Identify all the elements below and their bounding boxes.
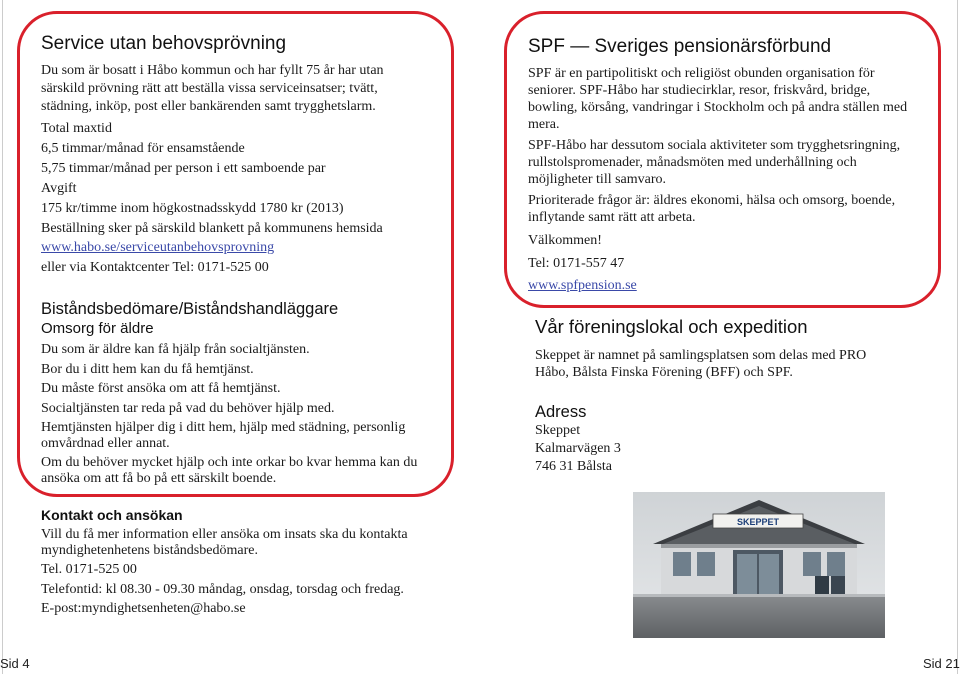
fee-line: 175 kr/timme inom högkostnadsskydd 1780 kr (2013) xyxy=(41,201,344,216)
spf-welcome: Välkommen! xyxy=(528,233,602,248)
bistand-line-2: Bor du i ditt hem kan du få hemtjänst. xyxy=(41,362,254,377)
order-line: Beställning sker på särskild blankett på kommunens hemsida xyxy=(41,221,383,236)
spf-link[interactable]: www.spfpension.se xyxy=(528,278,637,293)
kontakt-para: Vill du få mer information eller ansöka om insats ska du kontakta myndighetenhetens biståndsbedömare. xyxy=(41,527,408,558)
max-line-2: 5,75 timmar/månad per person i ett samboende par xyxy=(41,161,326,176)
kontakt-title: Kontakt och ansökan xyxy=(41,507,183,523)
fee-heading: Avgift xyxy=(41,181,77,196)
service-intro-2: särskild prövning rätt att beställa vissa serviceinsatser; tvätt, xyxy=(41,81,378,96)
kontakt-tel: Tel. 0171-525 00 xyxy=(41,562,137,577)
lokal-para: Skeppet är namnet på samlingsplatsen som delas med PRO Håbo, Bålsta Finska Förening (BFF) och SPF. xyxy=(535,348,867,380)
service-link[interactable]: www.habo.se/serviceutanbehovsprovning xyxy=(41,240,275,255)
kontakt-email: E-post:myndighetsenheten@habo.se xyxy=(41,601,246,616)
bistand-line-1: Du som är äldre kan få hjälp från socialtjänsten. xyxy=(41,342,310,357)
spf-para-1: SPF är en partipolitiskt och religiöst obunden organisation för seniorer. SPF-Håbo har studiecirklar, resor, friskvård, bridge, bowling, körsång, vandringar i Stockholm och på andra ställen med mera. xyxy=(528,66,908,132)
spf-title: SPF — Sveriges pensionärsförbund xyxy=(528,36,832,57)
skeppet-building-photo xyxy=(633,492,885,638)
service-title: Service utan behovsprövning xyxy=(41,33,287,54)
spf-para-3: Prioriterade frågor är: äldres ekonomi, hälsa och omsorg, boende, inflytande samt rätt att arbeta. xyxy=(528,193,896,225)
max-heading: Total maxtid xyxy=(41,121,112,136)
service-intro-3: städning, inköp, post eller bankärenden samt trygghetslarm. xyxy=(41,99,376,114)
adress-line-2: Kalmarvägen 3 xyxy=(535,441,621,456)
adress-line-3: 746 31 Bålsta xyxy=(535,459,612,474)
adress-line-1: Skeppet xyxy=(535,423,581,438)
page-number-left: Sid 4 xyxy=(0,656,30,671)
right-edge-line xyxy=(957,0,958,674)
bistand-subtitle: Omsorg för äldre xyxy=(41,320,154,337)
bistand-para-2: Om du behöver mycket hjälp och inte orkar bo kvar hemma kan du ansöka om att få bo på ett särskilt boende. xyxy=(41,455,418,486)
service-intro-1: Du som är bosatt i Håbo kommun och har fyllt 75 år har utan xyxy=(41,63,384,78)
kontakt-hours: Telefontid: kl 08.30 - 09.30 måndag, onsdag, torsdag och fredag. xyxy=(41,582,404,597)
adress-title: Adress xyxy=(535,403,587,421)
spf-para-2: SPF-Håbo har dessutom sociala aktiviteter som trygghetsringning, rullstolspromenader, månadsmöten med underhållning och möjligheter till samvaro. xyxy=(528,138,901,187)
max-line-1: 6,5 timmar/månad för ensamstående xyxy=(41,141,245,156)
page-number-right: Sid 21 xyxy=(923,656,960,671)
bistand-title: Biståndsbedömare/Biståndshandläggare xyxy=(41,300,339,318)
photo-sign-text: SKEPPET xyxy=(736,517,780,527)
bistand-line-4: Socialtjänsten tar reda på vad du behöver hjälp med. xyxy=(41,401,335,416)
left-edge-line xyxy=(2,0,3,674)
spf-tel: Tel: 0171-557 47 xyxy=(528,256,625,271)
bistand-line-3: Du måste först ansöka om att få hemtjänst. xyxy=(41,381,281,396)
lokal-title: Vår föreningslokal och expedition xyxy=(535,316,808,337)
bistand-para-1: Hemtjänsten hjälper dig i ditt hem, hjälp med städning, personlig omvårdnad eller annat. xyxy=(41,420,406,451)
service-contact: eller via Kontaktcenter Tel: 0171-525 00 xyxy=(41,260,269,275)
